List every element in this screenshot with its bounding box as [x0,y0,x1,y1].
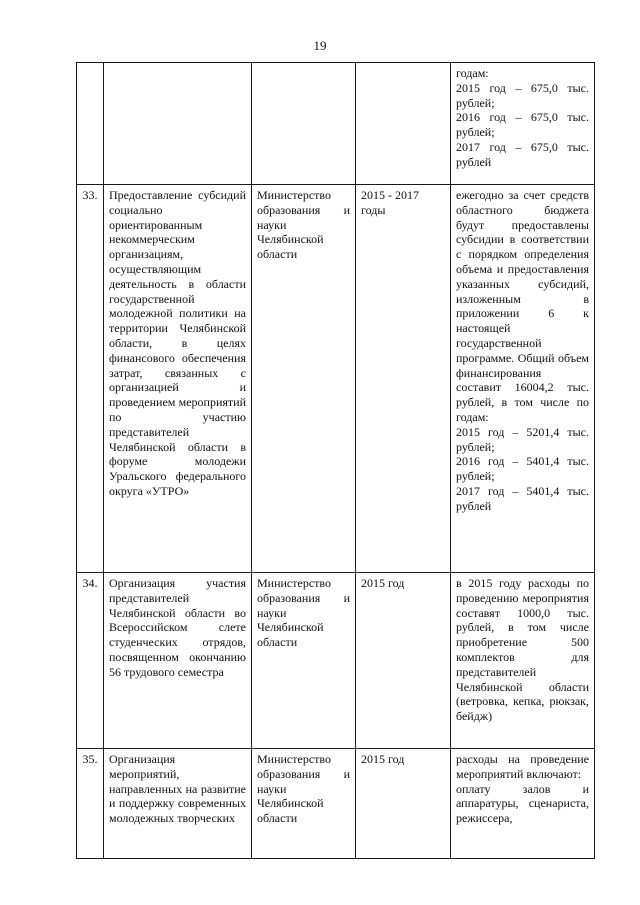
table-row [77,749,595,859]
page-number: 19 [313,38,327,53]
row-number: 33. [77,185,104,573]
measures-table [76,62,595,859]
funding-source: годам: 2015 год – 675,0 тыс. рублей; 2016 год – 675,0 тыс. рублей; 2017 год – 675,0 тыс. рублей [451,63,595,185]
executor: Министерство образования и науки Челябинской области [252,573,356,749]
term: 2015 год [356,573,451,749]
funding-source: ежегодно за счет средств областного бюджета будут предоставлены субсидии в соответствии с порядком определения объема и предоставления указанных субсидий, изложенным в приложении 6 к настоящей государственной программе. Общий объем финансирования составит 16004,2 тыс. рублей, в том числе по годам: 2015 год – 5201,4 тыс. рублей; 2016 год – 5401,4 тыс. рублей; 2017 год – 5401,4 тыс. рублей [451,185,595,573]
funding-source: расходы на проведение мероприятий включают: оплату залов и аппаратуры, сценариста, режиссера, [451,749,595,859]
measure-name: Предоставление субсидий социально ориентированным некоммерческим организациям, осуществляющим деятельность в области государственной молодежной политики на территории Челябинской области, в целях финансового обеспечения затрат, связанных с организацией и проведением мероприятий по участию представителей Челябинской области в форуме молодежи Уральского федерального округа «УТРО» [104,185,252,573]
measure-name [104,63,252,185]
term: 2015 - 2017 годы [356,185,451,573]
table-row [77,573,595,749]
executor [252,63,356,185]
row-number: 34. [77,573,104,749]
table-row [77,63,595,185]
table-row [77,185,595,573]
funding-source: в 2015 году расходы по проведению мероприятия составят 1000,0 тыс. рублей, в том числе приобретение 500 комплектов для представителей Челябинской области (ветровка, кепка, рюкзак, бейдж) [451,573,595,749]
row-number: 35. [77,749,104,859]
term [356,63,451,185]
term: 2015 год [356,749,451,859]
executor: Министерство образования и науки Челябинской области [252,185,356,573]
row-number [77,63,104,185]
executor: Министерство образования и науки Челябинской области [252,749,356,859]
measure-name: Организация участия представителей Челябинской области во Всероссийском слете студенческих отрядов, посвященном окончанию 56 трудового семестра [104,573,252,749]
measure-name: Организация мероприятий, направленных на развитие и поддержку современных молодежных творческих [104,749,252,859]
